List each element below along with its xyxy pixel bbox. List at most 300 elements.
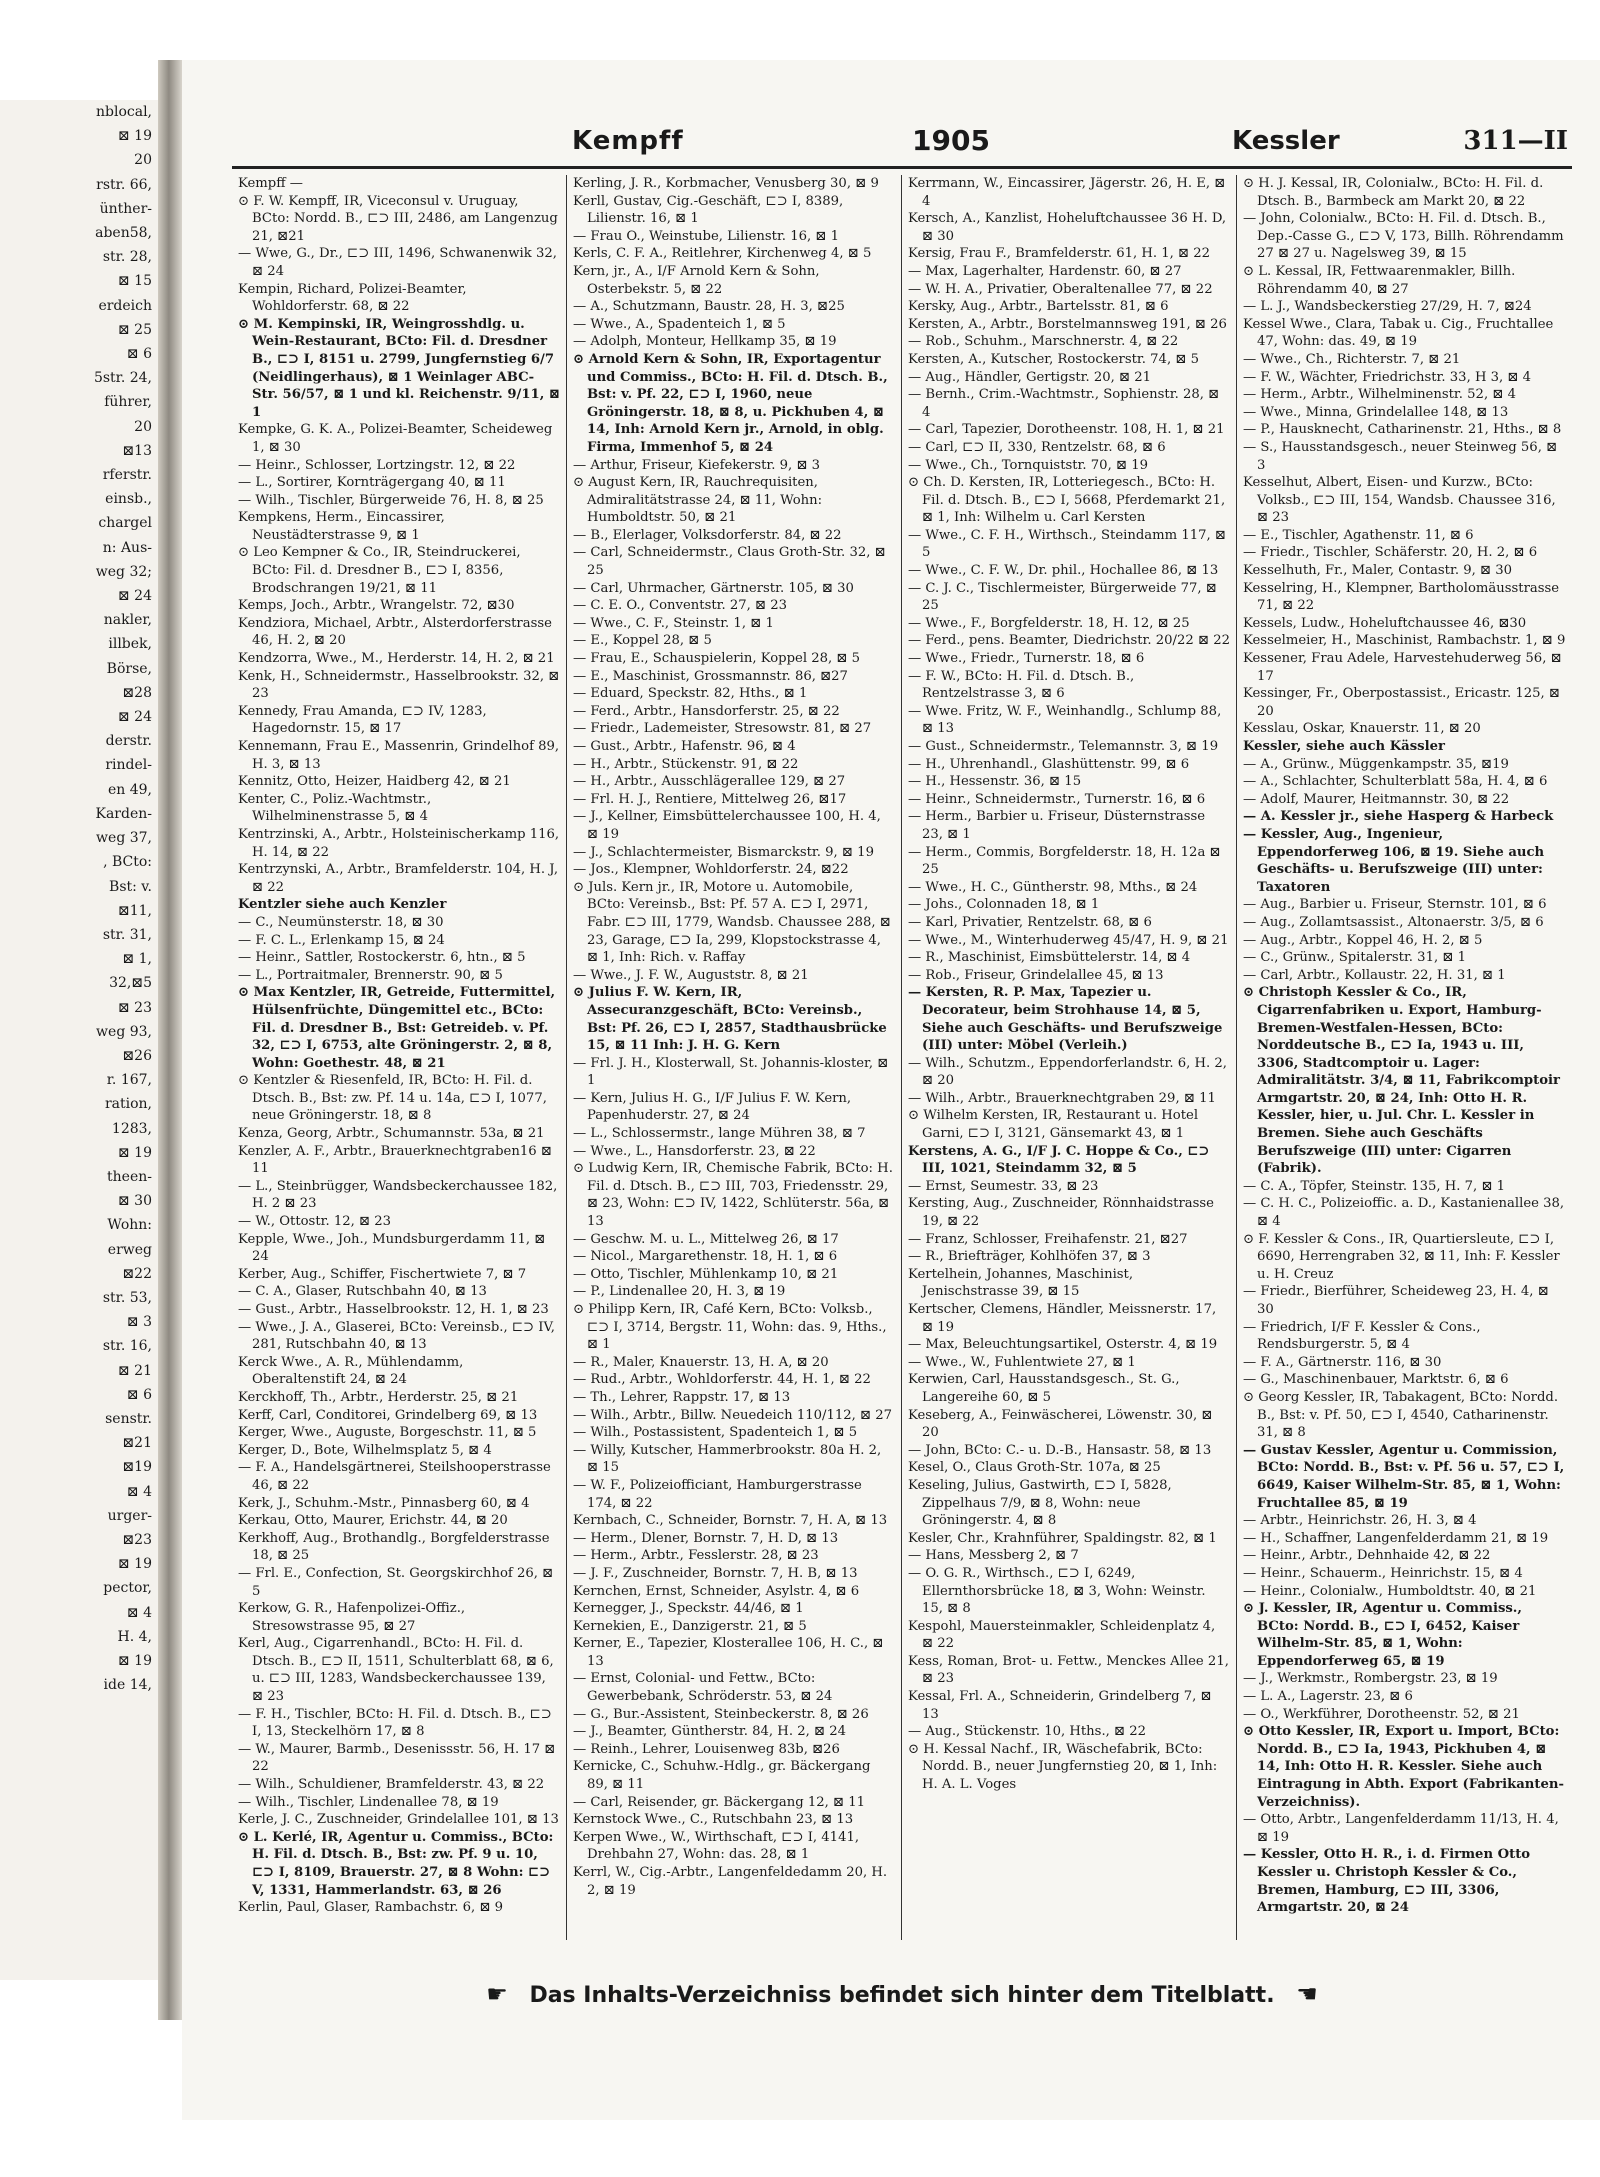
directory-entry: Kendziora, Michael, Arbtr., Alsterdorferstrasse 46, H. 2, ⊠ 20 bbox=[238, 615, 552, 649]
directory-entry: — Wilh., Tischler, Lindenallee 78, ⊠ 19 bbox=[238, 1794, 499, 1810]
directory-entry: — L. J., Wandsbeckerstieg 27/29, H. 7, ⊠24 bbox=[1243, 299, 1532, 315]
directory-entry: — Aug., Arbtr., Koppel 46, H. 2, ⊠ 5 bbox=[1243, 932, 1483, 948]
directory-entry: Kersig, Frau F., Bramfelderstr. 61, H. 1, ⊠ 22 bbox=[908, 246, 1211, 262]
directory-entry: — F. W., BCto: H. Fil. d. Dtsch. B., Rentzelstrasse 3, ⊠ 6 bbox=[908, 668, 1135, 702]
column-1 bbox=[232, 175, 567, 1940]
directory-entry: Kern, jr., A., I/F Arnold Kern & Sohn, Osterbekstr. 5, ⊠ 22 bbox=[573, 263, 820, 297]
directory-page bbox=[182, 60, 1600, 2120]
directory-entry: — Heinr., Sattler, Rostockerstr. 6, htn., ⊠ 5 bbox=[238, 950, 526, 966]
directory-entry: — Herm., Dlener, Bornstr. 7, H. D, ⊠ 13 bbox=[573, 1530, 839, 1546]
prev-page-fragment: nakler, bbox=[103, 612, 152, 629]
column-2 bbox=[567, 175, 902, 1940]
prev-page-fragment: ⊠ 6 bbox=[126, 346, 152, 363]
directory-entry: ⊙ Ch. D. Kersten, IR, Lotteriegesch., BCto: H. Fil. d. Dtsch. B., ⊏⊃ I, 5668, Pferdemarkt 21, ⊠ 1, Inh: Wilhelm u. Carl Kersten bbox=[908, 475, 1226, 526]
directory-entry: — Frl. E., Confection, St. Georgskirchhof 26, ⊠ 5 bbox=[238, 1565, 554, 1599]
directory-entry: — E., Maschinist, Grossmannstr. 86, ⊠27 bbox=[573, 668, 848, 684]
directory-entry: — Gustav Kessler, Agentur u. Commission, BCto: Nordd. B., Bst: v. Pf. 56 u. 57, ⊏⊃ I, 6649, Kaiser Wilhelm-Str. 85, ⊠ 1, Wohn: Fruchtallee 85, ⊠ 19 bbox=[1243, 1442, 1565, 1511]
directory-entry: Kempff — bbox=[238, 176, 303, 191]
directory-entry: — Wwe., Minna, Grindelallee 148, ⊠ 13 bbox=[1243, 404, 1509, 420]
directory-entry: — A., Grünw., Müggenkampstr. 35, ⊠19 bbox=[1243, 756, 1509, 772]
directory-entry: Kess, Roman, Brot- u. Fettw., Menckes Allee 21, ⊠ 23 bbox=[908, 1653, 1229, 1687]
directory-entry: — J., Kellner, Eimsbüttelerchaussee 100, H. 4, ⊠ 19 bbox=[573, 809, 881, 842]
directory-entry: — J., Beamter, Güntherstr. 84, H. 2, ⊠ 24 bbox=[573, 1724, 846, 1740]
prev-page-fragment: ⊠ 4 bbox=[126, 1483, 152, 1500]
directory-entry: — Wilh., Schutzm., Eppendorferlandstr. 6, H. 2, ⊠ 20 bbox=[908, 1055, 1227, 1089]
directory-entry: — Ernst, Seumestr. 33, ⊠ 23 bbox=[908, 1178, 1099, 1194]
directory-entry: Kennedy, Frau Amanda, ⊏⊃ IV, 1283, Hagedornstr. 15, ⊠ 17 bbox=[238, 703, 487, 737]
prev-page-fragment: ⊠ 24 bbox=[118, 588, 152, 605]
directory-entry: Kersky, Aug., Arbtr., Bartelsstr. 81, ⊠ 6 bbox=[908, 299, 1169, 315]
directory-entry: Kertelhein, Johannes, Maschinist, Jenischstrasse 39, ⊠ 15 bbox=[908, 1266, 1134, 1300]
directory-entry: ⊙ Leo Kempner & Co., IR, Steindruckerei, BCto: Fil. d. Dresdner B., ⊏⊃ I, 8356, Brodschrangen 19/21, ⊠ 11 bbox=[238, 545, 521, 596]
directory-entry: — Wwe., L., Hansdorferstr. 23, ⊠ 22 bbox=[573, 1143, 816, 1159]
directory-entry: ⊙ Juls. Kern jr., IR, Motore u. Automobile, BCto: Vereinsb., Bst: Pf. 57 A. ⊏⊃ I, 2971, Fabr. ⊏⊃ III, 1779, Wandsb. Chaussee 288, ⊠ 23, Garage, ⊏⊃ Ia, 299, Klopstockstrasse 4, ⊠ 1, Inh: Rich. v. Raffay bbox=[573, 879, 891, 966]
directory-entry: — F. A., Handelsgärtnerei, Steilshooperstrasse 46, ⊠ 22 bbox=[238, 1460, 551, 1493]
directory-entry: — Wwe., Ch., Richterstr. 7, ⊠ 21 bbox=[1243, 351, 1461, 367]
directory-entry: — Wwe., C. F. W., Dr. phil., Hochallee 86, ⊠ 13 bbox=[908, 563, 1219, 579]
directory-entry: — A., Schlachter, Schulterblatt 58a, H. 4, ⊠ 6 bbox=[1243, 774, 1548, 790]
directory-entry: — P., Hausknecht, Catharinenstr. 21, Hths., ⊠ 8 bbox=[1243, 422, 1562, 438]
header-right-keyword: Kessler bbox=[1232, 126, 1340, 156]
prev-page-fragment: ⊠ 1, bbox=[122, 951, 152, 968]
directory-entry: Kempin, Richard, Polizei-Beamter, Wohldorferstr. 68, ⊠ 22 bbox=[238, 281, 467, 315]
directory-columns bbox=[232, 175, 1572, 1940]
directory-entry: — B., Elerlager, Volksdorferstr. 84, ⊠ 22 bbox=[573, 527, 842, 543]
directory-entry: — L., Sortirer, Kornträgergang 40, ⊠ 11 bbox=[238, 475, 506, 491]
prev-page-fragment: führer, bbox=[104, 394, 152, 411]
directory-entry: Kendzorra, Wwe., M., Herderstr. 14, H. 2, ⊠ 21 bbox=[238, 651, 555, 667]
prev-page-fragment: 20 bbox=[134, 418, 152, 435]
directory-entry: — Friedr., Bierführer, Scheideweg 23, H. 4, ⊠ 30 bbox=[1243, 1284, 1549, 1317]
directory-entry: Kesler, Chr., Krahnführer, Spaldingstr. 82, ⊠ 1 bbox=[908, 1530, 1217, 1546]
directory-entry: — Carl, ⊏⊃ II, 330, Rentzelstr. 68, ⊠ 6 bbox=[908, 439, 1166, 455]
prev-page-fragment: ide 14, bbox=[103, 1677, 152, 1694]
directory-entry: — W. F., Polizeiofficiant, Hamburgerstrasse 174, ⊠ 22 bbox=[573, 1477, 862, 1511]
directory-entry: — Carl, Uhrmacher, Gärtnerstr. 105, ⊠ 30 bbox=[573, 580, 854, 596]
directory-entry: — C. A., Töpfer, Steinstr. 135, H. 7, ⊠ 1 bbox=[1243, 1178, 1506, 1194]
directory-entry: Kerger, Wwe., Auguste, Borgeschstr. 11, ⊠ 5 bbox=[238, 1425, 537, 1441]
directory-entry: — Kersten, R. P. Max, Tapezier u. Decorateur, beim Strohhause 14, ⊠ 5, Siehe auch Geschäfts- und Berufszweige (III) unter: Möbel (Verleih.) bbox=[908, 985, 1223, 1054]
directory-entry: — W., Ottostr. 12, ⊠ 23 bbox=[238, 1214, 392, 1230]
prev-page-fragment: rferstr. bbox=[102, 467, 152, 484]
prev-page-fragment: nblocal, bbox=[96, 104, 152, 120]
directory-entry: Kesel, O., Claus Groth-Str. 107a, ⊠ 25 bbox=[908, 1460, 1161, 1476]
directory-entry: — F. C. L., Erlenkamp 15, ⊠ 24 bbox=[238, 932, 445, 948]
column-3 bbox=[902, 175, 1237, 1940]
directory-entry: Kerl, Aug., Cigarrenhandl., BCto: H. Fil. d. Dtsch. B., ⊏⊃ II, 1511, Schulterblatt 68, ⊠ 6, u. ⊏⊃ III, 1283, Wandsbeckerchaussee 139, ⊠ 23 bbox=[238, 1636, 554, 1705]
directory-entry: — Adolf, Maurer, Heitmannstr. 30, ⊠ 22 bbox=[1243, 791, 1510, 807]
directory-entry: Kernekien, E., Danzigerstr. 21, ⊠ 5 bbox=[573, 1618, 807, 1634]
directory-entry: — Friedr., Tischler, Schäferstr. 20, H. 2, ⊠ 6 bbox=[1243, 545, 1538, 561]
directory-entry: Kesselring, H., Klempner, Bartholomäusstrasse 71, ⊠ 22 bbox=[1243, 580, 1560, 614]
directory-entry: ⊙ Philipp Kern, IR, Café Kern, BCto: Volksb., ⊏⊃ I, 3714, Bergstr. 11, Wohn: das. 9, Hths., ⊠ 1 bbox=[573, 1302, 887, 1353]
directory-entry: ⊙ Kentzler & Riesenfeld, IR, BCto: H. Fil. d. Dtsch. B., Bst: zw. Pf. 14 u. 14a, ⊏⊃ I, 1077, neue Gröningerstr. 18, ⊠ 8 bbox=[238, 1073, 547, 1124]
prev-page-fragment: ⊠13 bbox=[122, 442, 152, 459]
directory-entry: — Wilh., Schuldiener, Bramfelderstr. 43, ⊠ 22 bbox=[238, 1777, 545, 1793]
directory-entry: — L., Portraitmaler, Brennerstr. 90, ⊠ 5 bbox=[238, 967, 503, 983]
prev-page-fragment: 1283, bbox=[111, 1120, 152, 1137]
directory-entry: — Johs., Colonnaden 18, ⊠ 1 bbox=[908, 897, 1100, 913]
directory-entry: — Wilh., Arbtr., Billw. Neuedeich 110/112, ⊠ 27 bbox=[573, 1407, 893, 1423]
prev-page-fragment: einsb., bbox=[105, 491, 152, 508]
directory-entry: — Carl, Reisender, gr. Bäckergang 12, ⊠ 11 bbox=[573, 1794, 866, 1810]
directory-entry: — C. A., Glaser, Rutschbahn 40, ⊠ 13 bbox=[238, 1284, 487, 1300]
directory-entry: — Gust., Arbtr., Hasselbrookstr. 12, H. 1, ⊠ 23 bbox=[238, 1302, 549, 1317]
directory-entry: — O. G. R., Wirthsch., ⊏⊃ I, 6249, Ellernthorsbrücke 18, ⊠ 3, Wohn: Weinstr. 15, ⊠ 8 bbox=[908, 1565, 1206, 1617]
directory-entry: — G., Bur.-Assistent, Steinbeckerstr. 8, ⊠ 26 bbox=[573, 1706, 869, 1722]
directory-entry: — C., Grünw., Spitalerstr. 31, ⊠ 1 bbox=[1243, 950, 1466, 966]
directory-entry: Kempke, G. K. A., Polizei-Beamter, Scheideweg 1, ⊠ 30 bbox=[238, 422, 553, 455]
directory-entry: — L. A., Lagerstr. 23, ⊠ 6 bbox=[1243, 1689, 1413, 1705]
directory-entry: — Max, Beleuchtungsartikel, Osterstr. 4, ⊠ 19 bbox=[908, 1337, 1218, 1353]
prev-page-fragment: theen- bbox=[107, 1168, 152, 1185]
directory-entry: — Wwe. Fritz, W. F., Weinhandlg., Schlump 88, ⊠ 13 bbox=[908, 703, 1222, 737]
prev-page-fragment: ration, bbox=[104, 1096, 152, 1113]
previous-page-edge bbox=[0, 100, 158, 1980]
directory-entry: Kernchen, Ernst, Schneider, Asylstr. 4, ⊠ 6 bbox=[573, 1583, 860, 1599]
prev-page-fragment: rstr. 66, bbox=[96, 176, 152, 193]
directory-entry: — Wwe., J. F. W., Auguststr. 8, ⊠ 21 bbox=[573, 967, 809, 983]
directory-entry: — Frl. J. H., Klosterwall, St. Johannis-kloster, ⊠ 1 bbox=[573, 1055, 889, 1089]
footer-notice bbox=[232, 1980, 1572, 2020]
directory-entry: — Hans, Messberg 2, ⊠ 7 bbox=[908, 1548, 1079, 1564]
directory-entry: — Carl, Arbtr., Kollaustr. 22, H. 31, ⊠ 1 bbox=[1243, 967, 1506, 983]
prev-page-fragment: str. 16, bbox=[102, 1338, 152, 1355]
prev-page-fragment: ⊠ 6 bbox=[126, 1386, 152, 1403]
directory-entry: — J., Schlachtermeister, Bismarckstr. 9, ⊠ 19 bbox=[573, 844, 874, 860]
directory-entry: — C., Neumünsterstr. 18, ⊠ 30 bbox=[238, 914, 444, 930]
directory-entry: ⊙ F. W. Kempff, IR, Viceconsul v. Uruguay, BCto: Nordd. B., ⊏⊃ III, 2486, am Langenzug 21, ⊠21 bbox=[238, 193, 558, 244]
directory-entry: Kerkhoff, Aug., Brothandlg., Borgfelderstrasse 18, ⊠ 25 bbox=[238, 1530, 550, 1564]
directory-entry: — Kessler, Aug., Ingenieur, Eppendorferweg 106, ⊠ 19. Siehe auch Geschäfts- u. Berufszweige (III) unter: Taxatoren bbox=[1243, 826, 1545, 895]
prev-page-fragment: str. 53, bbox=[102, 1289, 152, 1306]
directory-entry: Kerger, D., Bote, Wilhelmsplatz 5, ⊠ 4 bbox=[238, 1442, 492, 1458]
directory-entry: Kentzler siehe auch Kenzler bbox=[238, 897, 447, 913]
directory-entry: — F. A., Gärtnerstr. 116, ⊠ 30 bbox=[1243, 1354, 1442, 1370]
directory-entry: ⊙ Julius F. W. Kern, IR, Assecuranzgeschäft, BCto: Vereinsb., Bst: Pf. 26, ⊏⊃ I, 2857, Stadthausbrücke 15, ⊠ 11 Inh: J. H. G. Kern bbox=[573, 985, 887, 1054]
directory-entry: Kerlin, Paul, Glaser, Rambachstr. 6, ⊠ 9 bbox=[238, 1900, 504, 1916]
directory-entry: — Rob., Friseur, Grindelallee 45, ⊠ 13 bbox=[908, 967, 1164, 983]
directory-entry: — Jos., Klempner, Wohldorferstr. 24, ⊠22 bbox=[573, 862, 849, 878]
directory-entry: — Friedrich, I/F F. Kessler & Cons., Rendsburgerstr. 5, ⊠ 4 bbox=[1243, 1319, 1481, 1353]
directory-entry: — Wwe., W., Fuhlentwiete 27, ⊠ 1 bbox=[908, 1354, 1136, 1370]
directory-entry: ⊙ Max Kentzler, IR, Getreide, Futtermittel, Hülsenfrüchte, Düngemittel etc., BCto: Fil. d. Dresdner B., Bst: Getreideb. v. Pf. 32, ⊏⊃ I, 6753, alte Gröningerstr. 2, ⊠ 8, Wohn: Goethestr. 48, ⊠ 21 bbox=[238, 985, 556, 1071]
directory-entry: Kepple, Wwe., Joh., Mundsburgerdamm 11, ⊠ 24 bbox=[238, 1231, 546, 1265]
directory-entry: Kerber, Aug., Schiffer, Fischertwiete 7, ⊠ 7 bbox=[238, 1266, 527, 1282]
prev-page-fragment: ünther- bbox=[99, 200, 152, 217]
directory-entry: — Willy, Kutscher, Hammerbrookstr. 80a H. 2, ⊠ 15 bbox=[573, 1442, 882, 1476]
directory-entry: Keseberg, A., Feinwäscherei, Löwenstr. 30, ⊠ 20 bbox=[908, 1407, 1213, 1441]
prev-page-fragment: ⊠ 19 bbox=[118, 1556, 152, 1573]
directory-entry: — Herm., Arbtr., Wilhelminenstr. 52, ⊠ 4 bbox=[1243, 387, 1516, 403]
directory-entry: — Kern, Julius H. G., I/F Julius F. W. Kern, Papenhuderstr. 27, ⊠ 24 bbox=[573, 1090, 852, 1124]
prev-page-fragment: Karden- bbox=[95, 805, 152, 822]
directory-entry: Kersten, A., Arbtr., Borstelmannsweg 191, ⊠ 26 bbox=[908, 316, 1227, 332]
directory-entry: Kemps, Joch., Arbtr., Wrangelstr. 72, ⊠30 bbox=[238, 598, 515, 614]
directory-entry: Kersting, Aug., Zuschneider, Rönnhaidstrasse 19, ⊠ 22 bbox=[908, 1196, 1214, 1230]
prev-page-fragment: r. 167, bbox=[106, 1072, 152, 1089]
directory-entry: — Kessler, Otto H. R., i. d. Firmen Otto Kessler u. Christoph Kessler & Co., Bremen, Hamburg, ⊏⊃ III, 3306, Armgartstr. 20, ⊠ 24 bbox=[1243, 1847, 1531, 1916]
directory-entry: — John, Colonialw., BCto: H. Fil. d. Dtsch. B., Dep.-Casse G., ⊏⊃ V, 173, Billh. Röhrendamm 27 ⊠ 27 u. Nagelsweg 39, ⊠ 15 bbox=[1243, 211, 1564, 262]
directory-entry: Kerpen Wwe., W., Wirthschaft, ⊏⊃ I, 4141, Drehbahn 27, Wohn: das. 28, ⊠ 1 bbox=[573, 1829, 860, 1863]
directory-entry: — Carl, Schneidermstr., Claus Groth-Str. 32, ⊠ 25 bbox=[573, 545, 886, 579]
directory-entry: — C. H. C., Polizeioffic. a. D., Kastanienallee 38, ⊠ 4 bbox=[1243, 1196, 1565, 1230]
prev-page-fragment: derstr. bbox=[105, 733, 152, 750]
prev-page-fragment: chargel bbox=[98, 515, 152, 532]
directory-entry: — Wwe., H. C., Güntherstr. 98, Mths., ⊠ 24 bbox=[908, 879, 1198, 895]
directory-entry: ⊙ Georg Kessler, IR, Tabakagent, BCto: Nordd. B., Bst: v. Pf. 50, ⊏⊃ I, 4540, Catharinenstr. 31, ⊠ 8 bbox=[1243, 1389, 1559, 1441]
prev-page-fragment: aben58, bbox=[95, 225, 152, 242]
directory-entry: — Heinr., Arbtr., Dehnhaide 42, ⊠ 22 bbox=[1243, 1548, 1491, 1564]
directory-entry: — L., Steinbrügger, Wandsbeckerchaussee 182, H. 2 ⊠ 23 bbox=[238, 1178, 558, 1212]
directory-entry: Kenzler, A. F., Arbtr., Brauerknechtgraben16 ⊠ 11 bbox=[238, 1143, 552, 1177]
directory-entry: — E., Tischler, Agathenstr. 11, ⊠ 6 bbox=[1243, 527, 1474, 543]
directory-entry: ⊙ Christoph Kessler & Co., IR, Cigarrenfabriken u. Export, Hamburg-Bremen-Westfalen-Hessen, BCto: Norddeutsche B., ⊏⊃ Ia, 1943 u. III, 3306, Stadtcomptoir u. Lager: Admiralitätstr. 3/4, ⊠ 11, Fabrikcomptoir Armgartstr. 20, ⊠ 24, Inh: Otto H. R. Kessler, hier, u. Jul. Chr. L. Kessler in Bremen. Siehe auch Geschäfts Berufszweige (III) unter: Cigarren (Fabrik). bbox=[1243, 985, 1560, 1177]
prev-page-fragment: ⊠ 24 bbox=[118, 709, 152, 726]
directory-entry: — Aug., Händler, Gertigstr. 20, ⊠ 21 bbox=[908, 369, 1152, 385]
prev-page-fragment: ⊠ 25 bbox=[118, 321, 152, 338]
directory-entry: — C. J. C., Tischlermeister, Bürgerweide 77, ⊠ 25 bbox=[908, 580, 1217, 614]
directory-entry: ⊙ August Kern, IR, Rauchrequisiten, Admiralitätstrasse 24, ⊠ 11, Wohn: Humboldtstr. 50, ⊠ 21 bbox=[573, 475, 823, 526]
directory-entry: — H., Schaffner, Langenfelderdamm 21, ⊠ 19 bbox=[1243, 1530, 1549, 1546]
prev-page-fragment: rindel- bbox=[105, 757, 152, 774]
footer-text: Das Inhalts-Verzeichniss befindet sich hinter dem Titelblatt. bbox=[529, 1983, 1275, 2008]
directory-entry: — R., Maschinist, Eimsbüttelerstr. 14, ⊠ 4 bbox=[908, 950, 1191, 966]
directory-entry: Kerrl, W., Cig.-Arbtr., Langenfeldedamm 20, H. 2, ⊠ 19 bbox=[573, 1865, 888, 1898]
directory-entry: ⊙ H. J. Kessal, IR, Colonialw., BCto: H. Fil. d. Dtsch. B., Barmbeck am Markt 20, ⊠ 22 bbox=[1243, 176, 1544, 209]
directory-entry: ⊙ L. Kessal, IR, Fettwaarenmakler, Billh. Röhrendamm 40, ⊠ 27 bbox=[1243, 263, 1516, 297]
pointing-hand-left-icon: ☚ bbox=[1296, 1980, 1318, 2008]
directory-entry: Kesslau, Oskar, Knauerstr. 11, ⊠ 20 bbox=[1243, 721, 1481, 737]
directory-entry: — Heinr., Schneidermstr., Turnerstr. 16, ⊠ 6 bbox=[908, 791, 1206, 807]
directory-entry: — H., Arbtr., Stückenstr. 91, ⊠ 22 bbox=[573, 756, 799, 772]
directory-entry: — Herm., Barbier u. Friseur, Düsternstrasse 23, ⊠ 1 bbox=[908, 809, 1206, 842]
directory-entry: — Wwe., C. F. H., Wirthsch., Steindamm 117, ⊠ 5 bbox=[908, 527, 1226, 561]
directory-entry: — Wwe., C. F., Steinstr. 1, ⊠ 1 bbox=[573, 615, 774, 631]
directory-entry: Kerkau, Otto, Maurer, Erichstr. 44, ⊠ 20 bbox=[238, 1513, 508, 1529]
directory-entry: — O., Werkführer, Dorotheenstr. 52, ⊠ 21 bbox=[1243, 1706, 1520, 1722]
directory-entry: ⊙ Otto Kessler, IR, Export u. Import, BCto: Nordd. B., ⊏⊃ Ia, 1943, Pickhuben 4, ⊠ 14, Inh: Otto H. R. Kessler. Siehe auch Eintragung in Abth. Export (Fabrikanten-Verzeichniss). bbox=[1243, 1724, 1564, 1810]
prev-page-fragment: ⊠ 21 bbox=[118, 1362, 152, 1379]
directory-entry: Kessels, Ludw., Hoheluftchaussee 46, ⊠30 bbox=[1243, 615, 1527, 631]
directory-entry: — W., Maurer, Barmb., Desenissstr. 56, H. 17 ⊠ 22 bbox=[238, 1741, 556, 1775]
directory-entry: Kenza, Georg, Arbtr., Schumannstr. 53a, ⊠ 21 bbox=[238, 1126, 545, 1142]
directory-entry: — Gust., Schneidermstr., Telemannstr. 3, ⊠ 19 bbox=[908, 739, 1219, 754]
directory-entry: Kerll, Gustav, Cig.-Geschäft, ⊏⊃ I, 8389, Lilienstr. 16, ⊠ 1 bbox=[573, 193, 844, 227]
directory-entry: — Wilh., Tischler, Bürgerweide 76, H. 8, ⊠ 25 bbox=[238, 492, 544, 508]
prev-page-fragment: ⊠ 4 bbox=[126, 1604, 152, 1621]
directory-entry: Kesselhut, Albert, Eisen- und Kurzw., BCto: Volksb., ⊏⊃ III, 154, Wandsb. Chaussee 316, ⊠ 23 bbox=[1243, 475, 1556, 526]
directory-entry: — Ferd., pens. Beamter, Diedrichstr. 20/22 ⊠ 22 bbox=[908, 633, 1230, 649]
directory-entry: — Herm., Arbtr., Fesslerstr. 28, ⊠ 23 bbox=[573, 1548, 819, 1564]
directory-entry: — Heinr., Schlosser, Lortzingstr. 12, ⊠ 22 bbox=[238, 457, 516, 473]
directory-entry: — Wwe., J. A., Glaserei, BCto: Vereinsb., ⊏⊃ IV, 281, Rutschbahn 40, ⊠ 13 bbox=[238, 1319, 555, 1353]
directory-entry: Kerff, Carl, Conditorei, Grindelberg 69, ⊠ 13 bbox=[238, 1407, 538, 1423]
directory-entry: Kessel Wwe., Clara, Tabak u. Cig., Fruchtallee 47, Wohn: das. 49, ⊠ 19 bbox=[1243, 316, 1554, 350]
column-4 bbox=[1237, 175, 1572, 1940]
directory-entry: Kerkow, G. R., Hafenpolizei-Offiz., Stresowstrasse 95, ⊠ 27 bbox=[238, 1601, 466, 1634]
directory-entry: Kerk, J., Schuhm.-Mstr., Pinnasberg 60, ⊠ 4 bbox=[238, 1495, 530, 1511]
directory-entry: Kerck Wwe., A. R., Mühlendamm, Oberaltenstift 24, ⊠ 24 bbox=[238, 1354, 464, 1388]
directory-entry: Kesselhuth, Fr., Maler, Contastr. 9, ⊠ 30 bbox=[1243, 563, 1513, 579]
directory-entry: ⊙ H. Kessal Nachf., IR, Wäschefabrik, BCto: Nordd. B., neuer Jungfernstieg 20, ⊠ 1, Inh: H. A. L. Voges bbox=[908, 1741, 1218, 1793]
directory-entry: — C. E. O., Conventstr. 27, ⊠ 23 bbox=[573, 598, 788, 614]
directory-entry: — Wilh., Arbtr., Brauerknechtgraben 29, ⊠ 11 bbox=[908, 1090, 1216, 1106]
directory-entry: Kessener, Frau Adele, Harvestehuderweg 56, ⊠ 17 bbox=[1243, 651, 1562, 684]
directory-entry: Kentrzynski, A., Arbtr., Bramfelderstr. 104, H. J, ⊠ 22 bbox=[238, 862, 559, 895]
prev-page-fragment: ⊠ 19 bbox=[118, 1653, 152, 1669]
directory-entry: — Wwe., Ch., Tornquiststr. 70, ⊠ 19 bbox=[908, 457, 1148, 473]
directory-entry: ⊙ Wilhelm Kersten, IR, Restaurant u. Hotel Garni, ⊏⊃ I, 3121, Gänsemarkt 43, ⊠ 1 bbox=[908, 1108, 1199, 1142]
prev-page-fragment: ⊠ 23 bbox=[118, 999, 152, 1016]
directory-entry: — Friedr., Lademeister, Stresowstr. 81, ⊠ 27 bbox=[573, 721, 872, 737]
directory-entry: — Wwe., F., Borgfelderstr. 18, H. 12, ⊠ 25 bbox=[908, 615, 1190, 631]
directory-entry: Keseling, Julius, Gastwirth, ⊏⊃ I, 5828, Zippelhaus 7/9, ⊠ 8, Wohn: neue Gröningerstr. 4, ⊠ 8 bbox=[908, 1477, 1172, 1529]
directory-entry: — Aug., Barbier u. Friseur, Sternstr. 101, ⊠ 6 bbox=[1243, 897, 1547, 913]
directory-entry: — Wwe, G., Dr., ⊏⊃ III, 1496, Schwanenwik 32, ⊠ 24 bbox=[238, 246, 557, 279]
directory-entry: — Franz, Schlosser, Freihafenstr. 21, ⊠27 bbox=[908, 1231, 1188, 1247]
directory-entry: — Rud., Arbtr., Wohldorferstr. 44, H. 1, ⊠ 22 bbox=[573, 1372, 871, 1388]
directory-entry: — Geschw. M. u. L., Mittelweg 26, ⊠ 17 bbox=[573, 1231, 839, 1247]
directory-entry: Kersten, A., Kutscher, Rostockerstr. 74, ⊠ 5 bbox=[908, 351, 1199, 367]
directory-entry: Kennitz, Otto, Heizer, Haidberg 42, ⊠ 21 bbox=[238, 774, 511, 790]
prev-page-fragment: ⊠ 19 bbox=[118, 1144, 152, 1161]
book-gutter bbox=[158, 60, 182, 2020]
directory-entry: — W. H. A., Privatier, Oberaltenallee 77, ⊠ 22 bbox=[908, 281, 1213, 297]
directory-entry: — Rob., Schuhm., Marschnerstr. 4, ⊠ 22 bbox=[908, 334, 1179, 350]
directory-entry: — Carl, Tapezier, Dorotheenstr. 108, H. 1, ⊠ 21 bbox=[908, 422, 1225, 438]
prev-page-fragment: , BCto: bbox=[103, 854, 152, 871]
prev-page-fragment: Bst: v. bbox=[109, 878, 152, 895]
directory-entry: Kerstens, A. G., I/F J. C. Hoppe & Co., ⊏⊃ III, 1021, Steindamm 32, ⊠ 5 bbox=[908, 1143, 1210, 1177]
directory-entry: — Max, Lagerhalter, Hardenstr. 60, ⊠ 27 bbox=[908, 263, 1182, 279]
directory-entry: Kessal, Frl. A., Schneiderin, Grindelberg 7, ⊠ 13 bbox=[908, 1689, 1212, 1722]
prev-page-fragment: weg 93, bbox=[96, 1023, 152, 1040]
directory-entry: — F. W., Wächter, Friedrichstr. 33, H 3, ⊠ 4 bbox=[1243, 369, 1532, 385]
directory-entry: — John, BCto: C.- u. D.-B., Hansastr. 58, ⊠ 13 bbox=[908, 1442, 1212, 1458]
directory-entry: — Aug., Stückenstr. 10, Hths., ⊠ 22 bbox=[908, 1724, 1147, 1740]
directory-entry: — L., Schlossermstr., lange Mühren 38, ⊠ 7 bbox=[573, 1126, 866, 1142]
directory-entry: — Th., Lehrer, Rappstr. 17, ⊠ 13 bbox=[573, 1389, 791, 1405]
directory-entry: — Heinr., Colonialw., Humboldtstr. 40, ⊠ 21 bbox=[1243, 1583, 1537, 1599]
directory-entry: — Herm., Commis, Borgfelderstr. 18, H. 12a ⊠ 25 bbox=[908, 844, 1221, 878]
prev-page-fragment: en 49, bbox=[107, 781, 152, 798]
directory-entry: Kernicke, C., Schuhw.-Hdlg., gr. Bäckergang 89, ⊠ 11 bbox=[573, 1759, 871, 1793]
directory-entry: — Ernst, Colonial- und Fettw., BCto: Gewerbebank, Schröderstr. 53, ⊠ 24 bbox=[573, 1671, 833, 1705]
directory-entry: — Otto, Tischler, Mühlenkamp 10, ⊠ 21 bbox=[573, 1266, 839, 1282]
prev-page-fragment: Wohn: bbox=[107, 1217, 152, 1234]
directory-entry: ⊙ F. Kessler & Cons., IR, Quartiersleute, ⊏⊃ I, 6690, Herrengraben 32, ⊠ 11, Inh: F. Kessler u. H. Creuz bbox=[1243, 1231, 1560, 1282]
prev-page-fragment: pector, bbox=[103, 1580, 152, 1597]
directory-entry: — Otto, Arbtr., Langenfelderdamm 11/13, H. 4, ⊠ 19 bbox=[1243, 1812, 1559, 1845]
prev-page-fragment: illbek, bbox=[108, 636, 152, 653]
directory-entry: ⊙ L. Kerlé, IR, Agentur u. Commiss., BCto: H. Fil. d. Dtsch. B., Bst: zw. Pf. 9 u. 10, ⊏⊃ I, 8109, Brauerstr. 27, ⊠ 8 Wohn: ⊏⊃ V, 1331, Hammerlandstr. 63, ⊠ 26 bbox=[238, 1829, 554, 1898]
directory-entry: — Bernh., Crim.-Wachtmstr., Sophienstr. 28, ⊠ 4 bbox=[908, 387, 1220, 420]
directory-entry: Kenk, H., Schneidermstr., Hasselbrookstr. 32, ⊠ 23 bbox=[238, 668, 560, 702]
prev-page-fragment: erdeich bbox=[98, 297, 152, 314]
prev-page-fragment: ⊠ 3 bbox=[126, 1314, 152, 1331]
directory-entry: Kernstock Wwe., C., Rutschbahn 23, ⊠ 13 bbox=[573, 1812, 854, 1828]
pointing-hand-right-icon: ☛ bbox=[486, 1980, 508, 2008]
directory-entry: — P., Lindenallee 20, H. 3, ⊠ 19 bbox=[573, 1284, 786, 1300]
directory-entry: — H., Arbtr., Ausschlägerallee 129, ⊠ 27 bbox=[573, 774, 846, 790]
directory-entry: — Wwe., Friedr., Turnerstr. 18, ⊠ 6 bbox=[908, 651, 1145, 667]
directory-entry: — Wilh., Postassistent, Spadenteich 1, ⊠ 5 bbox=[573, 1425, 858, 1441]
directory-entry: Kennemann, Frau E., Massenrin, Grindelhof 89, H. 3, ⊠ 13 bbox=[238, 739, 560, 772]
directory-entry: Kernegger, J., Speckstr. 44/46, ⊠ 1 bbox=[573, 1601, 804, 1617]
directory-entry: — Reinh., Lehrer, Louisenweg 83b, ⊠26 bbox=[573, 1741, 840, 1757]
directory-entry: — Frl. H. J., Rentiere, Mittelweg 26, ⊠17 bbox=[573, 791, 847, 807]
directory-entry: — H., Hessenstr. 36, ⊠ 15 bbox=[908, 774, 1082, 790]
prev-page-fragment: 5str. 24, bbox=[93, 370, 152, 387]
directory-entry: — Ferd., Arbtr., Hansdorferstr. 25, ⊠ 22 bbox=[573, 703, 840, 719]
header-left-keyword: Kempff bbox=[572, 126, 684, 156]
prev-page-fragment: weg 32; bbox=[95, 563, 152, 580]
directory-entry: Kernbach, C., Schneider, Bornstr. 7, H. A, ⊠ 13 bbox=[573, 1513, 888, 1529]
prev-page-fragment: ⊠ 19 bbox=[118, 128, 152, 145]
directory-entry: ⊙ J. Kessler, IR, Agentur u. Commiss., BCto: Nordd. B., ⊏⊃ I, 6452, Kaiser Wilhelm-Str. 85, ⊠ 1, Wohn: Eppendorferweg 65, ⊠ 19 bbox=[1243, 1601, 1522, 1669]
directory-entry: Kespohl, Mauersteinmakler, Schleidenplatz 4, ⊠ 22 bbox=[908, 1618, 1216, 1652]
directory-entry: — A. Kessler jr., siehe Hasperg & Harbeck bbox=[1243, 809, 1554, 825]
prev-page-fragment: Börse, bbox=[106, 660, 152, 677]
directory-entry: — A., Schutzmann, Baustr. 28, H. 3, ⊠25 bbox=[573, 299, 845, 315]
prev-page-fragment: ⊠23 bbox=[122, 1531, 152, 1548]
directory-entry: — Karl, Privatier, Rentzelstr. 68, ⊠ 6 bbox=[908, 914, 1152, 930]
directory-entry: — Arthur, Friseur, Kiefekerstr. 9, ⊠ 3 bbox=[573, 457, 821, 473]
directory-entry: — R., Maler, Knauerstr. 13, H. A, ⊠ 20 bbox=[573, 1354, 829, 1370]
directory-entry: — J. F., Zuschneider, Bornstr. 7, H. B, ⊠ 13 bbox=[573, 1565, 858, 1581]
directory-entry: ⊙ Ludwig Kern, IR, Chemische Fabrik, BCto: H. Fil. d. Dtsch. B., ⊏⊃ III, 703, Friedensstr. 29, ⊠ 23, Wohn: ⊏⊃ IV, 1422, Schlüterstr. 56a, ⊠ 13 bbox=[573, 1161, 893, 1230]
prev-page-fragment: n: Aus- bbox=[102, 539, 152, 556]
prev-page-fragment: weg 37, bbox=[96, 830, 152, 847]
directory-entry: — Gust., Arbtr., Hafenstr. 96, ⊠ 4 bbox=[573, 739, 796, 754]
directory-entry: Kerrmann, W., Eincassirer, Jägerstr. 26, H. E, ⊠ 4 bbox=[908, 176, 1226, 209]
directory-entry: — Eduard, Speckstr. 82, Hths., ⊠ 1 bbox=[573, 686, 808, 702]
directory-entry: Kessler, siehe auch Kässler bbox=[1243, 739, 1445, 754]
directory-entry: — Nicol., Margarethenstr. 18, H. 1, ⊠ 6 bbox=[573, 1249, 838, 1265]
directory-entry: Kerwien, Carl, Hausstandsgesch., St. G., Langereihe 60, ⊠ 5 bbox=[908, 1372, 1180, 1405]
prev-page-fragment: ⊠19 bbox=[122, 1459, 152, 1476]
directory-entry: — Heinr., Schauerm., Heinrichstr. 15, ⊠ 4 bbox=[1243, 1565, 1523, 1581]
page-number: 311—II bbox=[1463, 126, 1568, 156]
prev-page-fragment: ⊠ 15 bbox=[118, 273, 152, 290]
directory-entry: Kessinger, Fr., Oberpostassist., Ericastr. 125, ⊠ 20 bbox=[1243, 686, 1560, 719]
directory-entry: Kertscher, Clemens, Händler, Meissnerstr. 17, ⊠ 19 bbox=[908, 1302, 1217, 1335]
directory-entry: Kerner, E., Tapezier, Klosterallee 106, H. C., ⊠ 13 bbox=[573, 1636, 884, 1669]
directory-entry: ⊙ Arnold Kern & Sohn, IR, Exportagentur und Commiss., BCto: H. Fil. d. Dtsch. B., Bst: v. Pf. 22, ⊏⊃ I, 1960, neue Gröningerstr. 18, ⊠ 8, u. Pickhuben 4, ⊠ 14, Inh: Arnold Kern jr., Arnold, in oblg. Firma, Immenhof 5, ⊠ 24 bbox=[573, 351, 888, 455]
directory-entry: Kempkens, Herm., Eincassirer, Neustädterstrasse 9, ⊠ 1 bbox=[238, 510, 445, 543]
directory-entry: — H., Uhrenhandl., Glashüttenstr. 99, ⊠ 6 bbox=[908, 756, 1190, 772]
prev-page-fragment: senstr. bbox=[105, 1410, 152, 1427]
directory-entry: Kesselmeier, H., Maschinist, Rambachstr. 1, ⊠ 9 bbox=[1243, 633, 1566, 649]
directory-entry: — F. H., Tischler, BCto: H. Fil. d. Dtsch. B., ⊏⊃ I, 13, Steckelhörn 17, ⊠ 8 bbox=[238, 1706, 552, 1740]
directory-entry: Kerle, J. C., Zuschneider, Grindelallee 101, ⊠ 13 bbox=[238, 1812, 559, 1828]
directory-entry: — Arbtr., Heinrichstr. 26, H. 3, ⊠ 4 bbox=[1243, 1513, 1477, 1529]
directory-entry: Kerls, C. F. A., Reitlehrer, Kirchenweg 4, ⊠ 5 bbox=[573, 246, 872, 262]
prev-page-fragment: str. 28, bbox=[102, 249, 152, 266]
directory-entry: Kerling, J. R., Korbmacher, Venusberg 30, ⊠ 9 bbox=[573, 176, 879, 191]
prev-page-fragment: ⊠22 bbox=[122, 1265, 152, 1282]
directory-entry: — Wwe., M., Winterhuderweg 45/47, H. 9, ⊠ 21 bbox=[908, 932, 1229, 948]
prev-page-fragment: ⊠ 30 bbox=[118, 1193, 152, 1210]
directory-entry: ⊙ M. Kempinski, IR, Weingrosshdlg. u. Wein-Restaurant, BCto: Fil. d. Dresdner B., ⊏⊃ I, 8151 u. 2799, Jungfernstieg 6/7 (Neidlingerhaus), ⊠ 1 Weinlager ABC-Str. 56/57, ⊠ 1 und kl. Reichenstr. 9/11, ⊠ 1 bbox=[238, 316, 560, 420]
prev-page-fragment: 32,⊠5 bbox=[109, 975, 152, 992]
directory-entry: Kenter, C., Poliz.-Wachtmstr., Wilhelminenstrasse 5, ⊠ 4 bbox=[238, 791, 432, 825]
prev-page-fragment: H. 4, bbox=[117, 1628, 152, 1645]
page-header bbox=[232, 120, 1572, 169]
directory-entry: — E., Koppel 28, ⊠ 5 bbox=[573, 633, 712, 649]
directory-entry: — Frau O., Weinstube, Lilienstr. 16, ⊠ 1 bbox=[573, 228, 839, 244]
